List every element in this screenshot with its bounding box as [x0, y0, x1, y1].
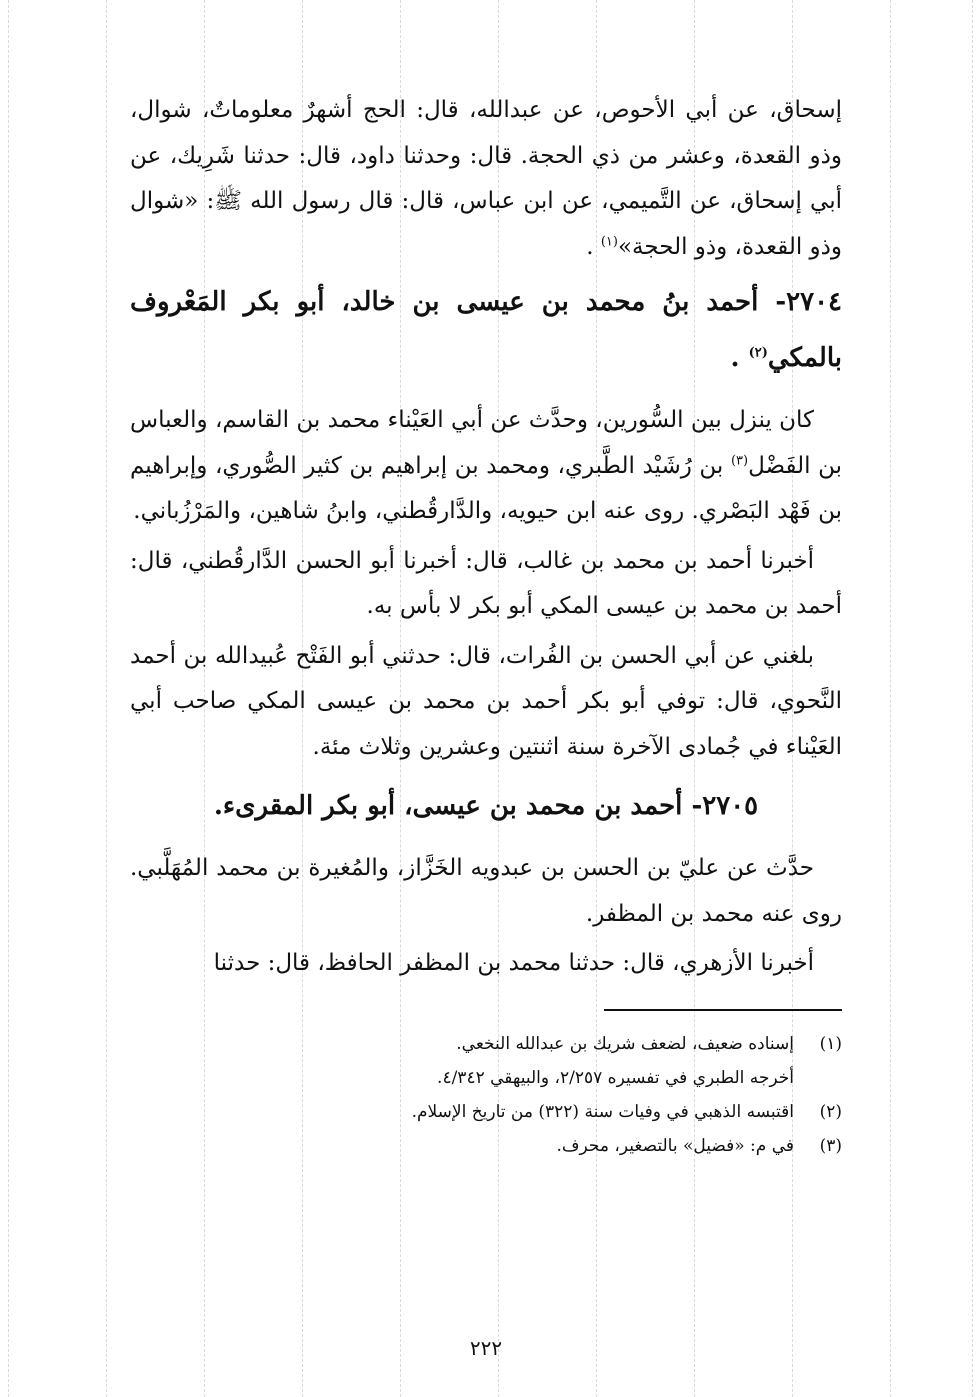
page-number: ٢٢٢ [469, 1336, 503, 1360]
body-paragraph-6: أخبرنا الأزهري، قال: حدثنا محمد بن المظفر الحافظ، قال: حدثنا [213, 950, 814, 976]
paragraph-text: بن رُشَيْد الطَّبري، ومحمد بن إبراهيم بن كثير الصُّوري، وإبراهيم بن فَهْد البَصْري. روى عنه ابن حيويه، والدَّارقُطني، وابنُ شاهين، والمَرْزُباني. [130, 452, 842, 524]
body-paragraph-4: بلغني عن أبي الحسن بن الفُرات، قال: حدثني أبو الفَتْح عُبيدالله بن أحمد النَّحوي، قال: توفي أبو بكر أحمد بن محمد بن عيسى المكي صاحب أبي العَيْناء في جُمادى الآخرة سنة اثنتين وعشرين وثلاث مئة. [130, 642, 842, 760]
paragraph-text: إسحاق، عن أبي الأحوص، عن عبدالله، قال: الحج أشهرٌ معلوماتٌ، شوال، وذو القعدة، وعشر من ذي الحجة. قال: وحدثنا داود، قال: حدثنا شَرِيك، عن أبي إسحاق، عن التَّميمي، عن ابن عباس، قال: قال رسول الله ﷺ: «شوال وذو القعدة، وذو الحجة» [130, 97, 842, 260]
entry-heading-2704 [130, 274, 842, 386]
footnote-2 [130, 1095, 842, 1129]
footnote-ref-3[interactable]: (٣) [730, 452, 749, 468]
footnote-number: (٣) [819, 1135, 842, 1156]
footnote-number: (٢) [819, 1101, 842, 1122]
footnote-text: اقتبسه الذهبي في وفيات سنة (٣٢٢) من تاريخ الإسلام. [411, 1101, 794, 1122]
entry-heading-2705: ٢٧٠٥- أحمد بن محمد بن عيسى، أبو بكر المقرىء. [213, 791, 759, 821]
body-paragraph-2 [130, 398, 842, 535]
guide-line [890, 0, 891, 1397]
paragraph-text: كان ينزل بين السُّورين، وحدَّث عن أبي العَيْناء محمد بن القاسم، والعباس بن الفَضْل [130, 407, 842, 479]
footnote-text: إسناده ضعيف، لضعف شريك بن عبدالله النخعي. [456, 1033, 794, 1054]
footnote-3 [130, 1129, 842, 1163]
footnote-text: في م: «فضيل» بالتصغير، محرف. [556, 1135, 794, 1156]
body-paragraph-1 [130, 88, 842, 270]
footnote-ref-2[interactable]: (٢) [748, 345, 768, 361]
footnote-separator [604, 1009, 842, 1011]
guide-line [972, 0, 973, 1397]
footnote-number: (١) [819, 1033, 842, 1054]
heading-end: . [730, 343, 749, 373]
body-paragraph-3: أخبرنا أحمد بن محمد بن غالب، قال: أخبرنا أبو الحسن الدَّارقُطني، قال: أحمد بن محمد بن عيسى المكي أبو بكر لا بأس به. [130, 547, 842, 619]
paragraph-end: . [586, 233, 601, 260]
guide-line [106, 0, 107, 1397]
document-page [130, 88, 842, 1360]
body-paragraph-5: حدَّث عن عليّ بن الحسن بن عبدويه الخَزَّاز، والمُغيرة بن محمد المُهَلَّبي. روى عنه محمد بن المظفر. [130, 855, 842, 927]
footnote-text: أخرجه الطبري في تفسيره ٢/٢٥٧، والبيهقي ٤/٣٤٢. [437, 1067, 794, 1088]
footnote-ref-1[interactable]: (١) [600, 233, 618, 249]
footnote-1 [130, 1027, 842, 1061]
footnote-1-continuation [130, 1061, 842, 1095]
heading-text: ٢٧٠٤- أحمد بنُ محمد بن عيسى بن خالد، أبو بكر المَعْروف بالمكي [130, 287, 842, 373]
guide-line [8, 0, 9, 1397]
